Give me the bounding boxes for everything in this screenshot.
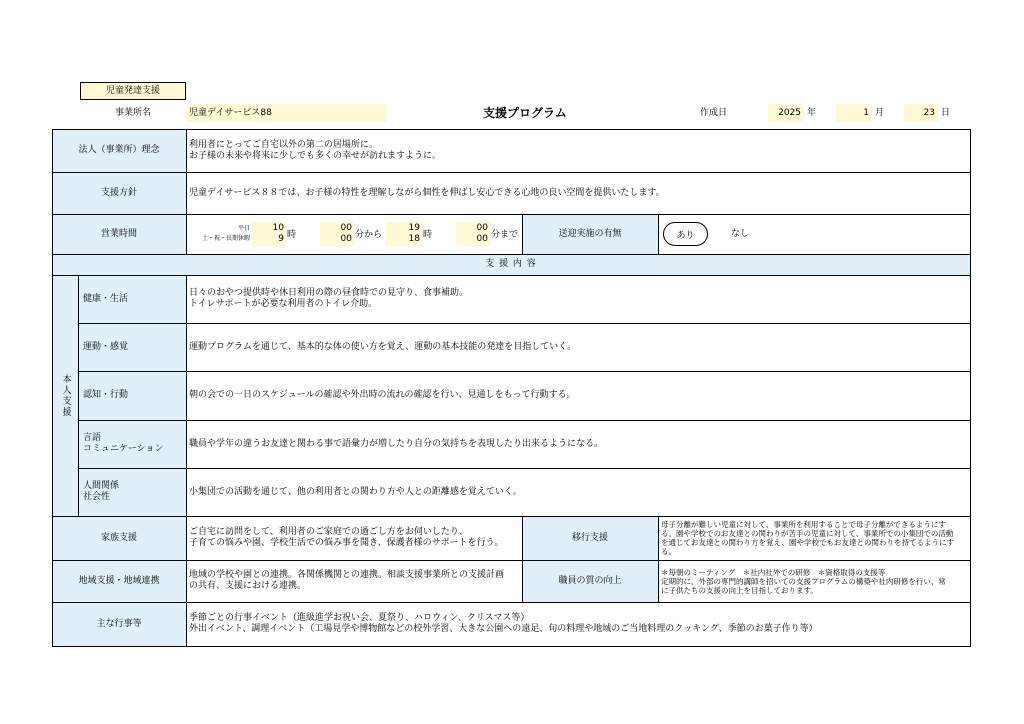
grid-line	[78, 275, 79, 516]
grid-line	[52, 516, 971, 517]
start-min-field[interactable]: 00 00	[320, 222, 354, 246]
day-field[interactable]: 23	[904, 104, 938, 122]
transport-no-option[interactable]: なし	[731, 229, 750, 239]
grid-line	[52, 602, 971, 603]
year-unit: 年	[807, 107, 817, 118]
grid-line	[52, 129, 971, 130]
events-text: 季節ごとの行事イベント（進級進学お祝い会、夏祭り、ハロウィン、クリスマス等） 外出イベント、調理イベント（工場見学や博物館などの校外学習、大きな公園への遠足、旬の料理や地域のご当地料理のクッキング、季節のお菓子作り等）	[189, 613, 818, 634]
grid-line	[970, 129, 971, 647]
grid-line	[52, 646, 971, 647]
family-label: 家族支援	[52, 516, 186, 560]
year-field[interactable]: 2025	[768, 104, 804, 122]
page-title: 支援プログラム	[483, 106, 567, 120]
office-label: 事業所名	[114, 107, 151, 118]
community-label: 地域支援・地域連携	[52, 560, 186, 602]
personal-row-text-2: 運動プログラムを通じて、基本的な体の使い方を覚え、運動の基本技能の発達を目指していく。	[189, 341, 577, 352]
personal-row-label-5: 人間関係 社会性	[78, 468, 186, 516]
philosophy-label: 法人（事業所）理念	[52, 129, 186, 172]
policy-label: 支援方針	[52, 172, 186, 214]
grid-line	[186, 275, 187, 647]
community-text: 地域の学校や園との連携。各関係機関との連携。相談支援事業所との支援計画 の共有、支援における連携。	[189, 570, 505, 591]
start-hour-field[interactable]: 10 9	[252, 222, 286, 246]
personal-row-label-2: 運動・感覚	[78, 323, 186, 371]
philosophy-text: 利用者にとってご自宅以外の第二の居場所に。 お子様の未来や将来に少しでも多くの幸せが訪れますように。	[189, 139, 442, 161]
personal-row-text-4: 職員や学年の違うお友達と関わる事で語彙力が増したり自分の気持ちを表現したり出来るようになる。	[189, 438, 604, 449]
personal-row-label-4: 言語 コミュニケーション	[78, 420, 186, 468]
transition-text: 母子分離が難しい児童に対して、事業所を利用することで母子分離ができるようにす る。園や学校でのお友達との関わりが苦手の児童に対して、事業所での小集団での活動 を通じてお友達との関わり方を覚え、園や学校でもお友達との関わりを持てるようにす る。	[661, 520, 954, 556]
category-text: 児童発達支援	[105, 85, 160, 96]
category-badge	[80, 82, 186, 100]
personal-row-text-3: 朝の会での一日のスケジュールの確認や外出時の流れの確認を行い、見通しをもって行動する。	[189, 390, 576, 400]
grid-line	[658, 516, 659, 602]
from-text: 分から	[355, 230, 383, 240]
staff-text: ＊毎朝のミーティング ＊社内社外での研修 ＊資格取得の支援等 定期的に、外部の専門的講師を招いての支援プログラムの構築や社内研修を行い、常 に子供たちの支援の向上を目指しております。	[661, 567, 946, 595]
grid-line	[52, 172, 971, 173]
policy-text: 児童デイサービス８８では、お子様の特性を理解しながら個性を伸ばし安心できる心地の良い空間を提供いたします。	[189, 187, 665, 198]
grid-line	[522, 214, 523, 254]
grid-line	[522, 516, 523, 602]
grid-line	[186, 129, 187, 254]
end-min-field[interactable]: 00 00	[456, 222, 490, 246]
grid-line	[658, 214, 659, 254]
start-hour-unit: 時	[287, 230, 297, 240]
staff-label: 職員の質の向上	[522, 560, 658, 602]
support-header: 支 援 内 容	[52, 254, 970, 275]
personal-group-label: 本人支援	[52, 275, 78, 516]
grid-line	[52, 214, 971, 215]
grid-line	[78, 468, 971, 469]
grid-line	[52, 275, 971, 276]
personal-row-label-3: 認知・行動	[78, 371, 186, 420]
holiday-label: 土・祝・長期休暇	[201, 235, 250, 242]
hours-label: 営業時間	[52, 214, 186, 254]
grid-line	[78, 371, 971, 372]
grid-line	[78, 420, 971, 421]
transition-label: 移行支援	[522, 516, 658, 560]
family-text: ご自宅に訪問をして、利用者のご家庭での過ごし方をお伺いしたり、 子育ての悩みや園、学校生活での悩み事を聞き、保護者様のサポートを行う。	[189, 527, 504, 548]
weekday-label: 平日	[237, 225, 250, 232]
date-label: 作成日	[700, 107, 728, 118]
grid-line	[52, 129, 53, 647]
events-label: 主な行事等	[52, 602, 186, 646]
day-unit: 日	[941, 107, 951, 118]
personal-row-text-1: 日々のおやつ提供時や休日利用の際の昼食時での見守り、食事補助。 トイレサポートが必要な利用者のトイレ介助。	[189, 288, 469, 309]
transport-yes-option[interactable]: あり	[663, 222, 708, 246]
grid-line	[52, 560, 971, 561]
grid-line	[78, 323, 971, 324]
end-hour-unit: 時	[423, 230, 433, 240]
transport-label: 送迎実施の有無	[522, 214, 658, 254]
personal-row-text-5: 小集団での活動を通じて、他の利用者との関わり方や人との距離感を覚えていく。	[189, 486, 522, 497]
month-unit: 月	[875, 107, 885, 118]
month-field[interactable]: 1	[836, 104, 872, 122]
office-name: 児童デイサービス88	[186, 104, 386, 122]
until-text: 分まで	[491, 230, 519, 240]
personal-row-label-1: 健康・生活	[78, 275, 186, 323]
grid-line	[52, 254, 971, 255]
end-hour-field[interactable]: 19 18	[386, 222, 422, 246]
